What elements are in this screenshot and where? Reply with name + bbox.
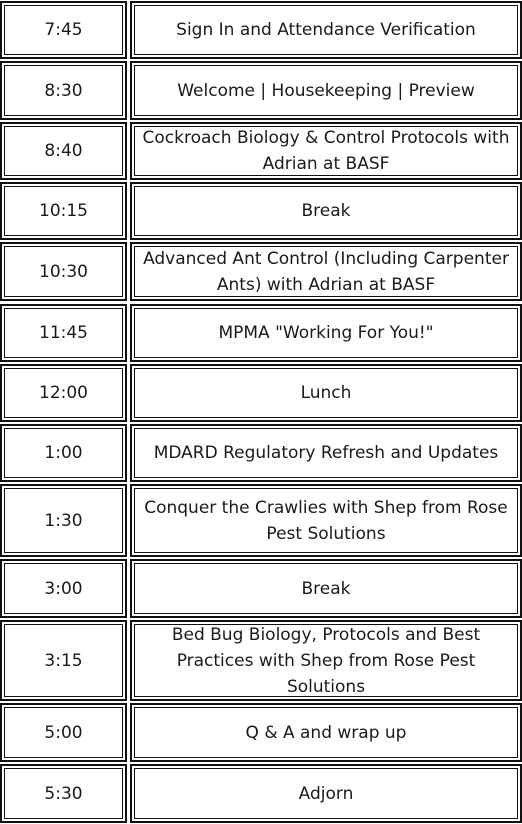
time-cell: 12:00 bbox=[0, 364, 127, 422]
event-cell: Adjorn bbox=[130, 764, 522, 823]
schedule-row bbox=[0, 304, 522, 362]
time-cell: 8:40 bbox=[0, 122, 127, 180]
time-cell: 5:00 bbox=[0, 703, 127, 762]
time-cell: 10:15 bbox=[0, 182, 127, 240]
time-cell: 11:45 bbox=[0, 304, 127, 362]
event-cell: MPMA "Working For You!" bbox=[130, 304, 522, 362]
schedule-row bbox=[0, 122, 522, 180]
time-cell: 1:30 bbox=[0, 484, 127, 557]
schedule-row bbox=[0, 559, 522, 618]
time-cell: 7:45 bbox=[0, 1, 127, 59]
event-cell: Bed Bug Biology, Protocols and Best Practices with Shep from Rose Pest Solutions bbox=[130, 620, 522, 701]
schedule-row bbox=[0, 764, 522, 823]
schedule-row bbox=[0, 364, 522, 422]
schedule-row bbox=[0, 1, 522, 59]
event-cell: Advanced Ant Control (Including Carpenter Ants) with Adrian at BASF bbox=[130, 242, 522, 301]
schedule-row bbox=[0, 703, 522, 762]
schedule-row bbox=[0, 242, 522, 301]
time-cell: 8:30 bbox=[0, 61, 127, 120]
schedule-row bbox=[0, 182, 522, 240]
event-cell: Break bbox=[130, 182, 522, 240]
event-cell: Conquer the Crawlies with Shep from Rose Pest Solutions bbox=[130, 484, 522, 557]
event-cell: Sign In and Attendance Verification bbox=[130, 1, 522, 59]
schedule-row bbox=[0, 484, 522, 557]
event-cell: Break bbox=[130, 559, 522, 618]
schedule-row bbox=[0, 61, 522, 120]
event-cell: Q & A and wrap up bbox=[130, 703, 522, 762]
event-cell: Welcome | Housekeeping | Preview bbox=[130, 61, 522, 120]
schedule-row bbox=[0, 424, 522, 482]
time-cell: 3:00 bbox=[0, 559, 127, 618]
event-cell: MDARD Regulatory Refresh and Updates bbox=[130, 424, 522, 482]
event-cell: Cockroach Biology & Control Protocols with Adrian at BASF bbox=[130, 122, 522, 180]
schedule-row bbox=[0, 620, 522, 701]
event-cell: Lunch bbox=[130, 364, 522, 422]
time-cell: 10:30 bbox=[0, 242, 127, 301]
time-cell: 1:00 bbox=[0, 424, 127, 482]
time-cell: 5:30 bbox=[0, 764, 127, 823]
time-cell: 3:15 bbox=[0, 620, 127, 701]
